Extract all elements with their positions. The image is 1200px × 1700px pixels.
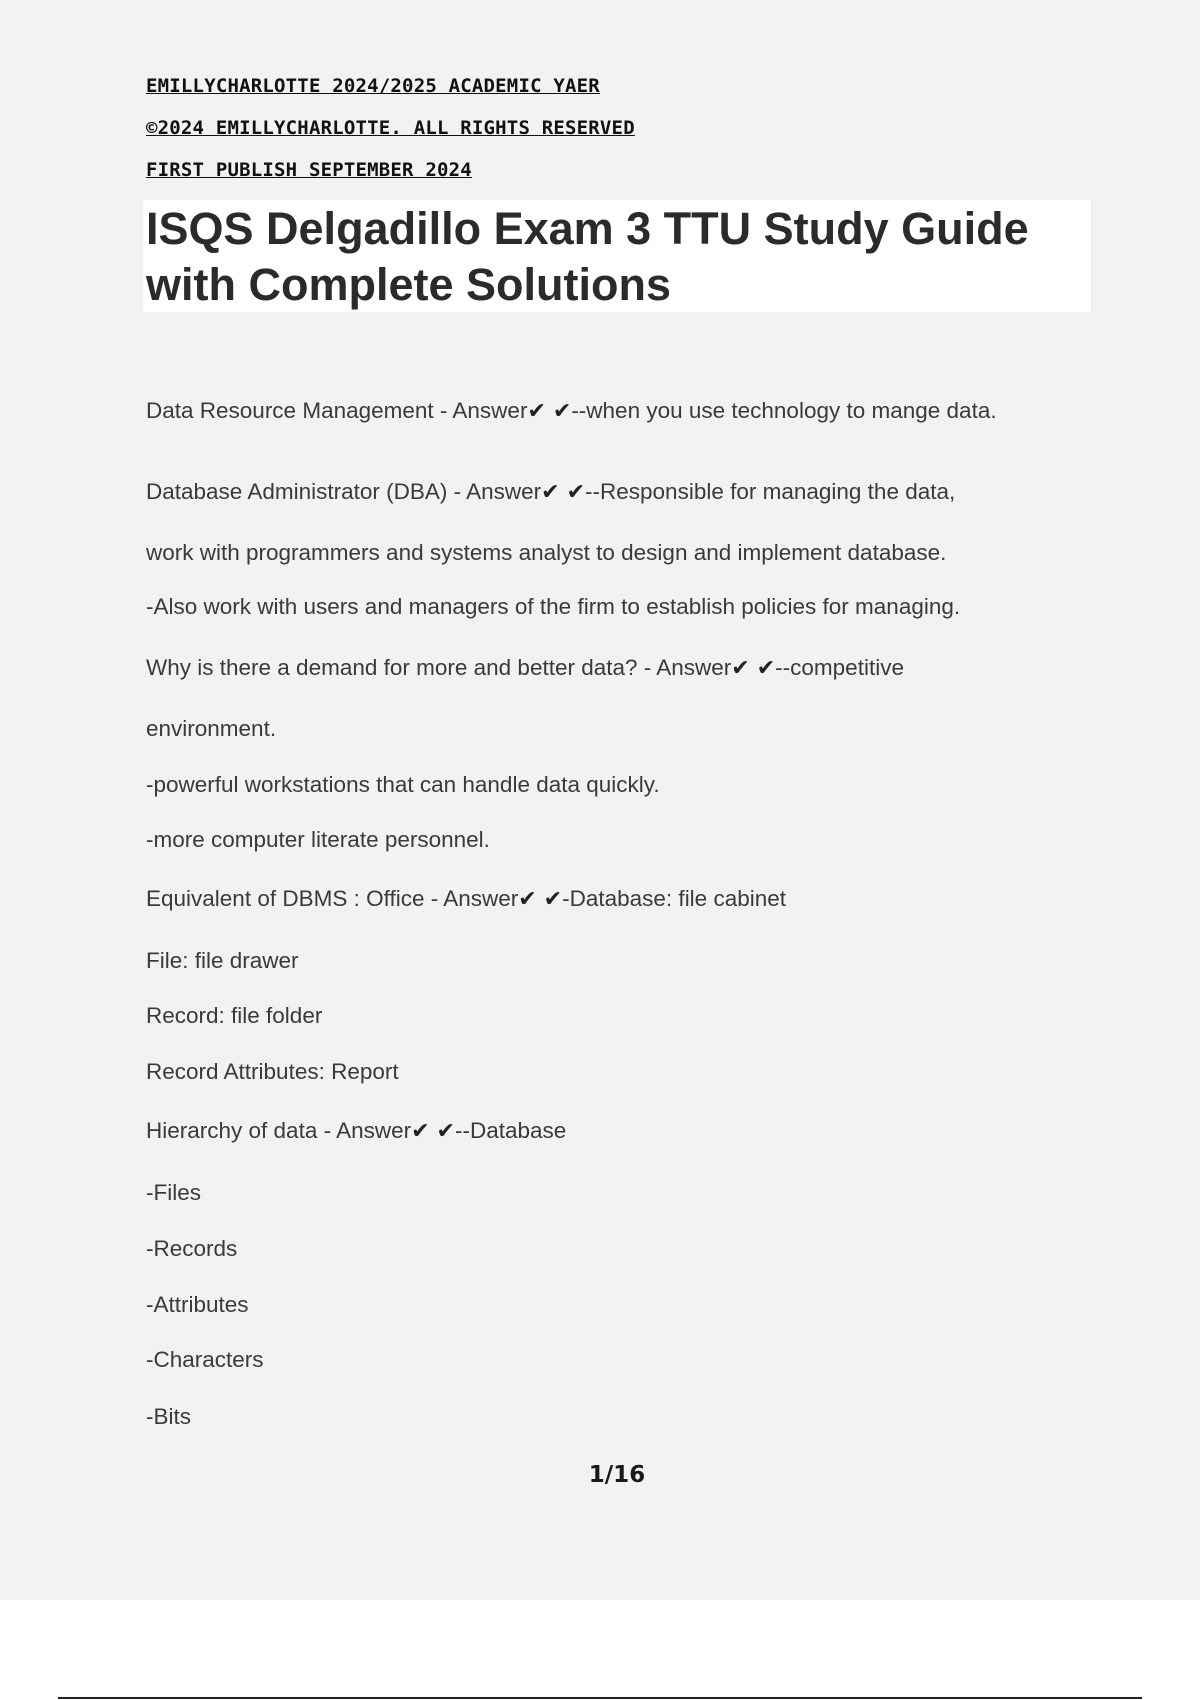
header-copyright: ©2024 EMILLYCHARLOTTE. ALL RIGHTS RESERVED [146, 117, 635, 139]
question-text: Hierarchy of data - Answer [146, 1118, 412, 1143]
qa-database-administrator [146, 479, 955, 505]
qa-hierarchy-of-data [146, 1118, 566, 1144]
answer-line: -Bits [146, 1404, 191, 1429]
page-title: ISQS Delgadillo Exam 3 TTU Study Guide with Complete Solutions [146, 203, 1029, 310]
qa-equivalent-of-dbms [146, 886, 786, 912]
answer-line: environment. [146, 716, 277, 741]
answer-line: -Files [146, 1180, 201, 1205]
double-check-icon: ✔ ✔ [527, 399, 572, 424]
header-first-publish: FIRST PUBLISH SEPTEMBER 2024 [146, 159, 472, 181]
answer-line: -Attributes [146, 1292, 249, 1317]
page-divider [58, 1697, 1142, 1699]
qa-demand-for-data [146, 655, 904, 681]
answer-line: -Characters [146, 1347, 264, 1372]
question-text: Why is there a demand for more and better data? - Answer [146, 655, 732, 680]
answer-line: -powerful workstations that can handle data quickly. [146, 772, 660, 797]
double-check-icon: ✔ ✔ [411, 1119, 455, 1144]
header-academic-year: EMILLYCHARLOTTE 2024/2025 ACADEMIC YAER [146, 75, 600, 97]
question-text: Equivalent of DBMS : Office - Answer [146, 886, 519, 911]
answer-line: -Records [146, 1236, 238, 1261]
double-check-icon: ✔ ✔ [518, 887, 563, 912]
question-text: Database Administrator (DBA) - Answer [146, 479, 542, 504]
double-check-icon: ✔ ✔ [731, 656, 776, 681]
answer-line: -Also work with users and managers of the firm to establish policies for managing. [146, 594, 961, 619]
answer-text: -Database: file cabinet [562, 886, 787, 911]
answer-line: Record Attributes: Report [146, 1059, 399, 1084]
answer-text: --competitive [775, 655, 904, 680]
answer-line: -more computer literate personnel. [146, 827, 490, 852]
answer-line: Record: file folder [146, 1003, 323, 1028]
page-number: 1/16 [588, 1462, 646, 1488]
question-text: Data Resource Management - Answer [146, 398, 528, 423]
qa-data-resource-management [146, 398, 997, 424]
answer-text: --Responsible for managing the data, [585, 479, 956, 504]
answer-line: File: file drawer [146, 948, 299, 973]
answer-text: --when you use technology to mange data. [571, 398, 997, 423]
answer-text: --Database [455, 1118, 567, 1143]
answer-line: work with programmers and systems analyst to design and implement database. [146, 540, 947, 565]
double-check-icon: ✔ ✔ [541, 480, 586, 505]
